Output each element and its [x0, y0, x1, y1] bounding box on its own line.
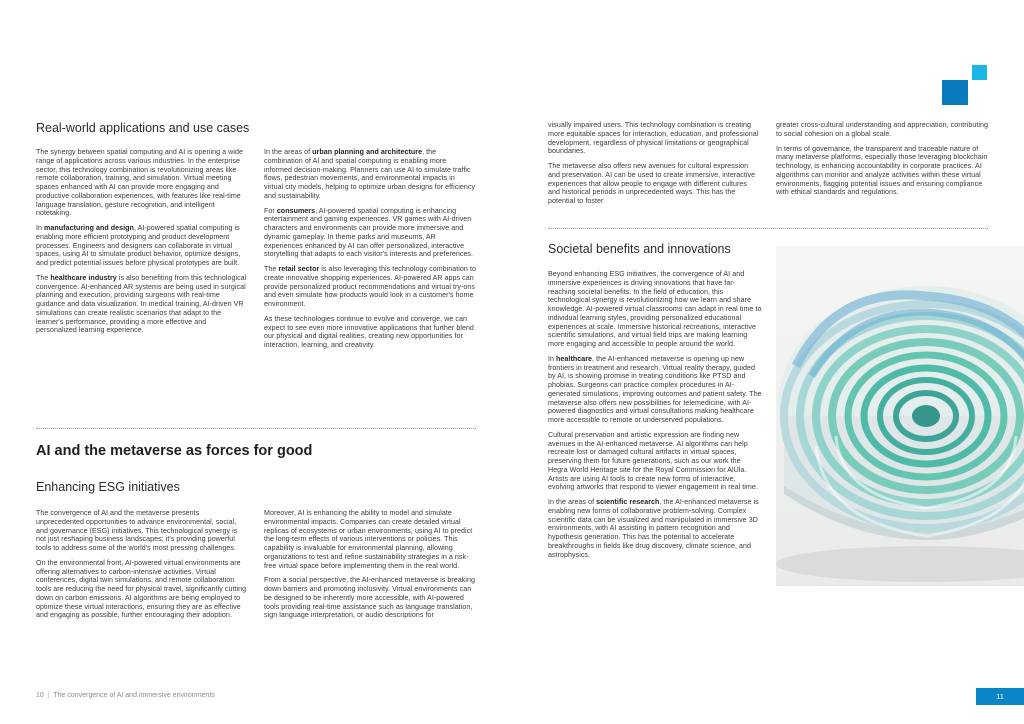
paragraph-text: Cultural preservation and artistic expression are finding new avenues in the AI-enhanced metaverse. AI algorithms can help recreate lost or damaged cultural artifacts in virtual spaces, preserving them for future generations, such as our work the Hegra World Heritage site for the Royal Commission for AlUla. Artists are using AI tools to create new forms of interactive, evolving artworks that respond to viewer engagement in real time. — [548, 430, 758, 492]
paragraph — [548, 162, 760, 206]
paragraph — [264, 576, 476, 620]
paragraph — [548, 431, 762, 492]
paragraph-text: , the AI-enhanced metaverse is enabling new forms of collaborative problem-solving. Complex scientific data can be visualized and manipulated in immersive 3D environments, with AI assisting in pattern recognition and hypothesis generation. This has the potential to accelerate breakthroughs in fields like drug discovery, climate science, and astrophysics. — [548, 498, 759, 559]
paragraph-text: The synergy between spatial computing and AI is opening a wide range of applications across various industries. In the enterprise sector, this technology combination is revolutionizing areas like remote collaboration, training, and simulation. Virtual meeting spaces enhanced with AI can provide more engaging and productive collaboration experiences, with features like real-time language translation, gesture recognition, and intelligent notetaking. — [36, 148, 243, 218]
paragraph-bold: urban planning and architecture — [312, 148, 423, 156]
paragraph-bold: scientific research — [596, 498, 660, 506]
paragraph — [548, 121, 760, 156]
paragraph-bold: healthcare — [556, 354, 593, 363]
paragraph-bold: manufacturing and design — [44, 224, 134, 232]
page-number-right: 11 — [996, 692, 1004, 701]
paragraph — [264, 148, 476, 201]
paragraph — [548, 498, 762, 559]
paragraph-text: In terms of governance, the transparent and traceable nature of many metaverse platforms, especially those leveraging blockchain technology, is enhancing accountability in corporate practices. AI algorithms can monitor and analyze activities within these virtual environments, flagging potential issues and ensuring compliance with ethical standards and regulations. — [776, 144, 988, 197]
paragraph-bold: healthcare industry — [50, 273, 117, 282]
text-column-1 — [36, 148, 248, 341]
paragraph-bold: retail sector — [278, 265, 320, 273]
paragraph-text: In — [548, 354, 557, 363]
paragraph-text: From a social perspective, the AI-enhanced metaverse is breaking down barriers and promoting inclusivity. Virtual environments can be designed to be inherently more accessible, with AI-powered tools providing real-time assistance such as language translation, sign language interpretation, or audio descriptions for — [264, 576, 475, 620]
paragraph-text: The metaverse also offers new avenues for cultural expression and preservation. AI can be used to create immersive, interactive experiences that allow people to engage with different cultures and historical periods in unprecedented ways. This has the potential to foster — [548, 162, 756, 205]
paragraph-text: , the AI-enhanced metaverse is opening up new frontiers in treatment and research. Virtual reality therapy, guided by AI, is showing promise in treating conditions like PTSD and phobias. Surgeons can practice complex procedures in AI-generated simulations, improving outcomes and patient safety. The metaverse also offers new possibilities for telemedicine, with AI-powered diagnostics and virtual consultations making healthcare more accessible to remote or underserved populations. — [548, 354, 762, 424]
section-title-societal: Societal benefits and innovations — [548, 242, 731, 256]
paragraph — [264, 207, 476, 260]
paragraph — [36, 148, 248, 218]
paragraph-text: The — [264, 265, 279, 273]
paragraph — [264, 315, 476, 350]
spiral-maze-graphic — [776, 246, 1024, 586]
paragraph — [36, 509, 248, 553]
paragraph — [264, 265, 476, 309]
accent-square-dark — [942, 80, 968, 105]
paragraph — [264, 509, 476, 570]
paragraph-text: For — [264, 206, 277, 215]
accent-square-light — [972, 65, 987, 80]
paragraph-text: Beyond enhancing ESG initiatives, the convergence of AI and immersive experiences is driving innovations that have far-reaching societal benefits. In the field of education, this technological synergy is revolutionizing how we learn and share knowledge. AI-powered virtual classrooms can adapt in real time to individual learning styles, providing personalized educational experiences at scale. Immersive historical recreations, interactive scientific simulations, and virtual field trips are making learning more engaging and accessible to people around the world. — [548, 270, 762, 348]
paragraph — [776, 145, 988, 198]
page-number-badge — [976, 688, 1024, 705]
footer-title: The convergence of AI and immersive environments — [53, 692, 215, 699]
footer-left: 10 | The convergence of AI and immersive environments — [36, 692, 215, 699]
paragraph-text: is also leveraging this technology combination to create innovative shopping experiences. AI-powered AR apps can provide personalized product recommendations and virtual try-ons and even simulate how products would look in a customer's home environment. — [264, 265, 476, 308]
paragraph-text: In the areas of — [264, 148, 313, 156]
paragraph-text: The convergence of AI and the metaverse presents unprecedented opportunities to advance environmental, social, and governance (ESG) initiatives. This technological synergy is not just reshaping business landscapes; it's providing powerful tools to address some of the world's most pressing challenges. — [36, 509, 238, 552]
paragraph-text: On the environmental front, AI-powered virtual environments are offering alternatives to carbon-intensive activities. Virtual conferences, digital twin simulations, and remote collaboration tools are reducing the need for physical travel, significantly cutting down on carbon emissions. AI algorithms are being employed to optimize these virtual interactions, ensuring they are as effective and engaging as possible, further encouraging their adoption. — [36, 558, 247, 620]
paragraph — [36, 274, 248, 335]
paragraph-bold: consumers — [276, 206, 316, 215]
main-heading: AI and the metaverse as forces for good — [36, 443, 313, 459]
text-column-4 — [264, 509, 476, 626]
paragraph — [548, 355, 762, 425]
text-column-6 — [776, 121, 988, 203]
paragraph-text: , the combination of AI and spatial computing is enabling more informed decision-making. Planners can use AI to simulate traffic flows, pedestrian movements, and environmental impacts in virtual city models, helping to optimize urban designs for efficiency and sustainability. — [264, 148, 476, 200]
subheading-esg: Enhancing ESG initiatives — [36, 480, 180, 494]
paragraph — [548, 270, 762, 349]
paragraph-text: , AI-powered spatial computing is enhancing entertainment and gaming experiences. VR games with AI-driven characters and environments can provide more immersive and dynamic gameplay. In theme parks and museums, AR experiences enhanced by AI can offer personalized, interactive storytelling that adapts to each visitor's interests and preferences. — [264, 206, 474, 259]
spiral-maze-image — [776, 246, 1024, 586]
paragraph-text: As these technologies continue to evolve and converge, we can expect to see even more innovative applications that further blend our physical and digital realities, creating new opportunities for interaction, learning, and creativity. — [264, 314, 474, 349]
paragraph-text: greater cross-cultural understanding and appreciation, contributing to social cohesion on a global scale. — [776, 121, 988, 138]
text-column-3 — [36, 509, 248, 626]
paragraph — [36, 224, 248, 268]
paragraph-text: In — [36, 224, 45, 232]
paragraph-text: In the areas of — [548, 498, 597, 506]
paragraph-text: is also benefiting from this technological convergence. AI-enhanced AR systems are being used in surgical planning and execution, providing surgeons with real-time guidance and data visualization. In medical training, AI-driven VR simulations can create realistic scenarios that adapt to the learner's performance, providing a more effective and personalized learning experience. — [36, 273, 247, 335]
text-column-5 — [548, 121, 760, 212]
text-column-2 — [264, 148, 476, 356]
paragraph — [776, 121, 988, 139]
footer-page-number: 10 — [36, 692, 44, 699]
text-column-7 — [548, 270, 762, 565]
divider — [36, 428, 476, 429]
paragraph-text: Moreover, AI is enhancing the ability to model and simulate environmental impacts. Companies can create detailed virtual replicas of ecosystems or urban environments, using AI to predict the long-term effects of various interventions or policies. This capability is invaluable for environmental planning, allowing organizations to test and refine sustainability strategies in a risk-free virtual space before implementing them in the real world. — [264, 509, 473, 570]
paragraph-text: visually impaired users. This technology combination is creating more equitable spaces for interaction, education, and professional development, regardless of physical limitations or geographical boundaries. — [548, 121, 759, 156]
paragraph — [36, 559, 248, 620]
section-title-real-world: Real-world applications and use cases — [36, 121, 250, 135]
paragraph-text: The — [36, 273, 51, 282]
divider-right — [548, 228, 988, 229]
paragraph-text: , AI-powered spatial computing is enabling more efficient prototyping and product development processes. Engineers and designers can collaborate in virtual spaces, using AI to simulate product behavior, optimize designs, and predict potential issues before physical prototypes are built. — [36, 224, 241, 267]
